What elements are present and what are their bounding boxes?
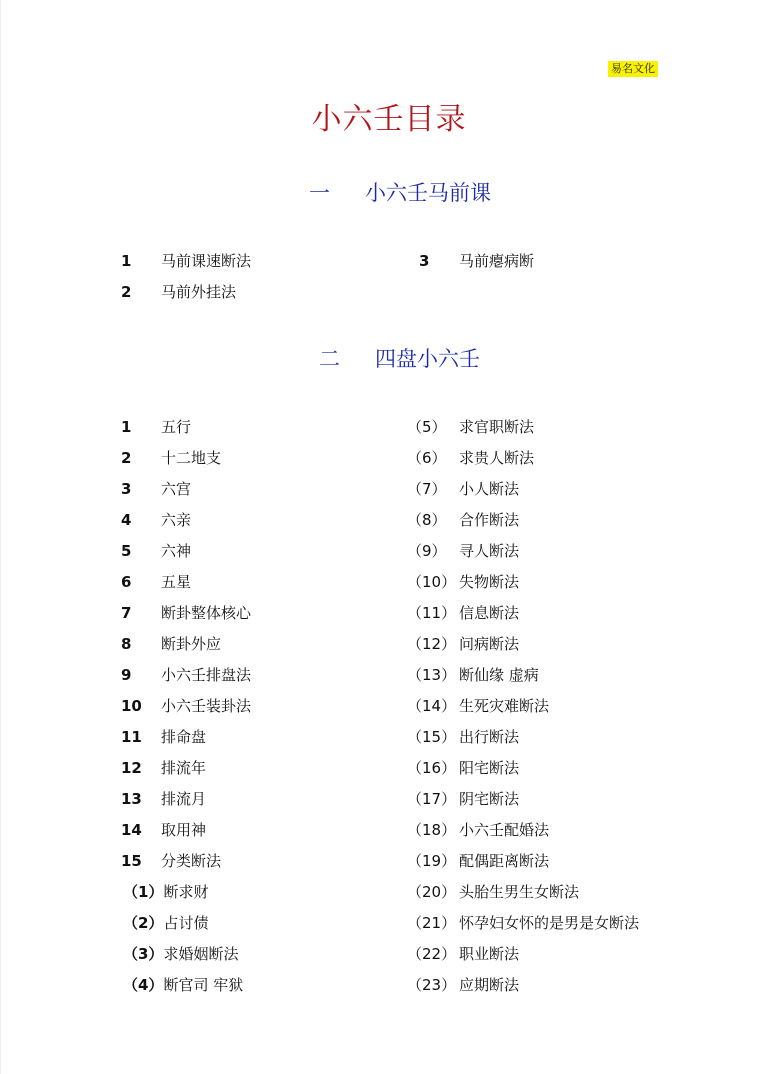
entry-number: （21） — [407, 914, 457, 932]
toc-entry[interactable] — [407, 696, 549, 716]
toc-entry[interactable] — [407, 603, 519, 623]
entry-number: （6） — [407, 449, 447, 467]
entry-title: 小人断法 — [459, 480, 520, 498]
toc-entry[interactable] — [121, 448, 221, 468]
toc-entry[interactable] — [121, 603, 251, 623]
entry-title: 问病断法 — [459, 635, 520, 653]
entry-title: 寻人断法 — [459, 542, 520, 560]
entry-title: 马前外挂法 — [161, 283, 237, 301]
toc-entry[interactable] — [121, 758, 206, 778]
entry-title: 六宫 — [161, 480, 192, 498]
entry-title: 阴宅断法 — [459, 790, 520, 808]
entry-title: 马前瘪病断 — [459, 252, 535, 270]
entry-title: 头胎生男生女断法 — [459, 883, 580, 901]
entry-title: 排流月 — [161, 790, 207, 808]
page-title: 小六壬目录 — [311, 102, 467, 137]
entry-title: 分类断法 — [161, 852, 222, 870]
toc-entry[interactable] — [121, 851, 221, 871]
entry-number: 5 — [121, 542, 132, 560]
entry-number: （20） — [407, 883, 457, 901]
toc-entry[interactable] — [407, 789, 519, 809]
entry-number: （19） — [407, 852, 457, 870]
toc-entry[interactable] — [407, 727, 519, 747]
entry-number: （11） — [407, 604, 457, 622]
toc-entry[interactable] — [407, 479, 519, 499]
toc-entry[interactable] — [419, 251, 534, 271]
toc-entry[interactable] — [121, 541, 191, 561]
toc-entry[interactable] — [407, 913, 639, 933]
publisher-badge: 易名文化 — [608, 61, 658, 77]
entry-title: 怀孕妇女怀的是男是女断法 — [459, 914, 640, 932]
entry-title: 配偶距离断法 — [459, 852, 550, 870]
entry-number: （16） — [407, 759, 457, 777]
section-number: 一 — [309, 181, 330, 205]
entry-title: 出行断法 — [459, 728, 520, 746]
toc-entry[interactable] — [121, 251, 251, 271]
entry-number: 1 — [121, 418, 132, 436]
entry-title: 五星 — [161, 573, 192, 591]
entry-number: 6 — [121, 573, 132, 591]
toc-entry[interactable] — [121, 789, 206, 809]
entry-number: 9 — [121, 666, 132, 684]
toc-entry[interactable] — [123, 913, 208, 933]
entry-number: （12） — [407, 635, 457, 653]
entry-number: 1 — [121, 252, 132, 270]
entry-title: 小六壬装卦法 — [161, 697, 252, 715]
entry-number: 8 — [121, 635, 132, 653]
entry-number: 2 — [121, 449, 132, 467]
toc-entry[interactable] — [123, 975, 243, 995]
toc-entry[interactable] — [407, 510, 519, 530]
entry-title: 断官司 牢狱 — [163, 976, 244, 994]
toc-entry[interactable] — [121, 665, 251, 685]
entry-title: 合作断法 — [459, 511, 520, 529]
toc-entry[interactable] — [407, 541, 519, 561]
entry-number: （14） — [407, 697, 457, 715]
entry-number: 4 — [121, 511, 132, 529]
entry-title: 求婚姻断法 — [163, 945, 239, 963]
entry-number: 3 — [419, 252, 430, 270]
entry-title: 排命盘 — [161, 728, 207, 746]
entry-title: 六亲 — [161, 511, 192, 529]
entry-number: 10 — [121, 697, 142, 715]
toc-entry[interactable] — [123, 882, 208, 902]
toc-entry[interactable] — [407, 882, 579, 902]
entry-title: 断求财 — [163, 883, 209, 901]
toc-entry[interactable] — [407, 820, 549, 840]
entry-title: 求官职断法 — [459, 418, 535, 436]
entry-number: （18） — [407, 821, 457, 839]
entry-number: （7） — [407, 480, 447, 498]
toc-entry[interactable] — [407, 851, 549, 871]
entry-number: （8） — [407, 511, 447, 529]
entry-number: （10） — [407, 573, 457, 591]
entry-title: 小六壬配婚法 — [459, 821, 550, 839]
entry-number: 2 — [121, 283, 132, 301]
entry-title: 信息断法 — [459, 604, 520, 622]
toc-entry[interactable] — [121, 282, 236, 302]
entry-number: 3 — [121, 480, 132, 498]
entry-number: （13） — [407, 666, 457, 684]
entry-number: 14 — [121, 821, 142, 839]
entry-number: （23） — [407, 976, 457, 994]
entry-number: （3） — [123, 945, 164, 963]
toc-entry[interactable] — [121, 820, 206, 840]
toc-entry[interactable] — [123, 944, 238, 964]
entry-number: （2） — [123, 914, 164, 932]
entry-title: 阳宅断法 — [459, 759, 520, 777]
entry-title: 排流年 — [161, 759, 207, 777]
toc-entry[interactable] — [407, 944, 519, 964]
section-number: 二 — [319, 347, 340, 371]
entry-number: （17） — [407, 790, 457, 808]
toc-entry[interactable] — [407, 975, 519, 995]
toc-entry[interactable] — [407, 665, 539, 685]
entry-title: 断卦外应 — [161, 635, 222, 653]
entry-number: 13 — [121, 790, 142, 808]
entry-title: 应期断法 — [459, 976, 520, 994]
entry-number: 11 — [121, 728, 142, 746]
entry-title: 占讨债 — [163, 914, 209, 932]
toc-entry[interactable] — [407, 572, 519, 592]
toc-entry[interactable] — [407, 634, 519, 654]
entry-number: 15 — [121, 852, 142, 870]
entry-title: 断卦整体核心 — [161, 604, 252, 622]
toc-entry[interactable] — [407, 448, 534, 468]
entry-number: 7 — [121, 604, 132, 622]
entry-title: 六神 — [161, 542, 192, 560]
entry-title: 求贵人断法 — [459, 449, 535, 467]
toc-entry[interactable] — [121, 634, 221, 654]
toc-entry[interactable] — [121, 727, 206, 747]
entry-title: 断仙缘 虚病 — [459, 666, 539, 684]
entry-title: 五行 — [161, 418, 192, 436]
entry-title: 小六壬排盘法 — [161, 666, 252, 684]
section-heading-1 — [309, 179, 491, 207]
section-title: 小六壬马前课 — [365, 181, 491, 205]
entry-number: （22） — [407, 945, 457, 963]
entry-title: 失物断法 — [459, 573, 520, 591]
entry-number: （9） — [407, 542, 447, 560]
entry-number: 12 — [121, 759, 142, 777]
toc-entry[interactable] — [121, 417, 191, 437]
toc-entry[interactable] — [407, 417, 534, 437]
entry-number: （15） — [407, 728, 457, 746]
toc-entry[interactable] — [121, 479, 191, 499]
toc-entry[interactable] — [121, 696, 251, 716]
entry-title: 职业断法 — [459, 945, 520, 963]
entry-number: （1） — [123, 883, 164, 901]
toc-entry[interactable] — [121, 572, 191, 592]
section-title: 四盘小六壬 — [375, 347, 480, 371]
entry-title: 生死灾难断法 — [459, 697, 550, 715]
entry-title: 取用神 — [161, 821, 207, 839]
section-heading-2 — [319, 345, 480, 373]
toc-entry[interactable] — [121, 510, 191, 530]
entry-number: （4） — [123, 976, 164, 994]
entry-number: （5） — [407, 418, 447, 436]
entry-title: 马前课速断法 — [161, 252, 252, 270]
entry-title: 十二地支 — [161, 449, 222, 467]
toc-entry[interactable] — [407, 758, 519, 778]
